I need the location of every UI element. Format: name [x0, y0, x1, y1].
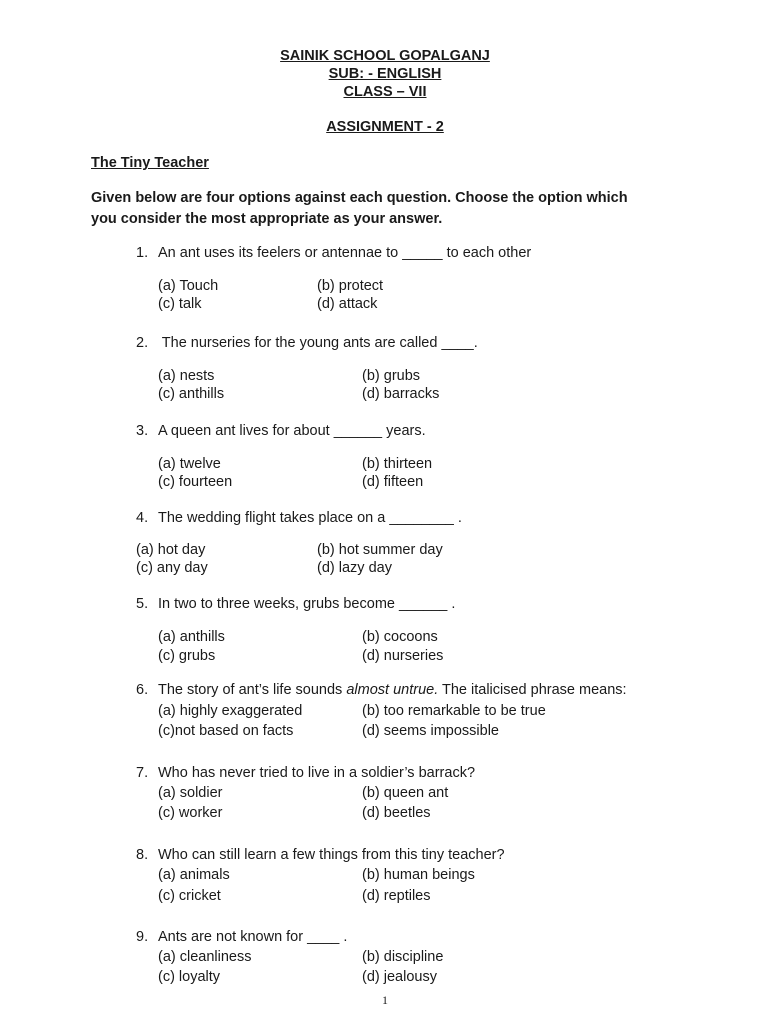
- question-number: 5.: [136, 596, 149, 612]
- question-7: [136, 765, 475, 781]
- question-number: 2.: [136, 335, 149, 351]
- q3-option-a: (a) twelve: [158, 456, 221, 472]
- q7-option-d: (d) beetles: [362, 805, 431, 821]
- question-text: The wedding flight takes place on a ________ .: [158, 510, 462, 526]
- q2-option-c: (c) anthills: [158, 386, 225, 402]
- question-number: 7.: [136, 765, 149, 781]
- q5-option-a: (a) anthills: [158, 629, 225, 645]
- question-number: 6.: [136, 682, 149, 698]
- q6-option-c: (c)not based on facts: [158, 723, 294, 739]
- q5-option-d: (d) nurseries: [362, 648, 444, 664]
- q5-option-b: (b) cocoons: [362, 629, 438, 645]
- school-name: SAINIK SCHOOL GOPALGANJ: [280, 48, 490, 64]
- assignment-title: ASSIGNMENT - 2: [326, 119, 444, 135]
- q8-option-c: (c) cricket: [158, 888, 221, 904]
- question-9: [136, 929, 347, 945]
- question-text: A queen ant lives for about ______ years.: [158, 423, 426, 439]
- q9-option-a: (a) cleanliness: [158, 949, 252, 965]
- instructions-line-1: Given below are four options against each question. Choose the option which: [91, 190, 628, 206]
- q3-option-b: (b) thirteen: [362, 456, 433, 472]
- page-number: 1: [382, 993, 388, 1007]
- q2-option-d: (d) barracks: [362, 386, 440, 402]
- question-4: [136, 510, 462, 526]
- question-1: [136, 245, 531, 261]
- section-title: The Tiny Teacher: [91, 155, 209, 171]
- question-text-start: The story of ant’s life sounds: [158, 682, 347, 698]
- q9-option-d: (d) jealousy: [362, 969, 437, 985]
- question-2: [136, 335, 478, 351]
- subject-line: SUB: - ENGLISH: [328, 66, 442, 82]
- q2-option-b: (b) grubs: [362, 368, 421, 384]
- q3-option-c: (c) fourteen: [158, 474, 233, 490]
- class-line: CLASS – VII: [343, 84, 427, 100]
- q7-option-a: (a) soldier: [158, 785, 223, 801]
- q7-option-c: (c) worker: [158, 805, 223, 821]
- question-text: Who can still learn a few things from this tiny teacher?: [158, 847, 505, 863]
- q8-option-b: (b) human beings: [362, 867, 475, 883]
- question-text-end: The italicised phrase means:: [438, 682, 627, 698]
- q4-option-c: (c) any day: [136, 560, 208, 576]
- q3-option-d: (d) fifteen: [362, 474, 424, 490]
- q8-option-a: (a) animals: [158, 867, 230, 883]
- q1-option-a: (a) Touch: [158, 278, 219, 294]
- question-6: [136, 682, 627, 698]
- question-number: 3.: [136, 423, 149, 439]
- question-text: The nurseries for the young ants are called ____.: [158, 335, 478, 351]
- question-5: [136, 596, 455, 612]
- q6-option-d: (d) seems impossible: [362, 723, 499, 739]
- q1-option-b: (b) protect: [317, 278, 384, 294]
- question-8: [136, 847, 505, 863]
- q5-option-c: (c) grubs: [158, 648, 216, 664]
- q4-option-d: (d) lazy day: [317, 560, 392, 576]
- instructions-line-2: you consider the most appropriate as your answer.: [91, 211, 443, 227]
- q9-option-b: (b) discipline: [362, 949, 444, 965]
- question-number: 9.: [136, 929, 149, 945]
- q1-option-d: (d) attack: [317, 296, 378, 312]
- question-number: 8.: [136, 847, 149, 863]
- question-text: An ant uses its feelers or antennae to _____ to each other: [158, 245, 532, 261]
- q8-option-d: (d) reptiles: [362, 888, 431, 904]
- q2-option-a: (a) nests: [158, 368, 215, 384]
- q9-option-c: (c) loyalty: [158, 969, 221, 985]
- question-number: 1.: [136, 245, 149, 261]
- q4-option-a: (a) hot day: [136, 542, 206, 558]
- question-text: Who has never tried to live in a soldier’s barrack?: [158, 765, 476, 781]
- question-number: 4.: [136, 510, 149, 526]
- question-3: [136, 423, 426, 439]
- question-text: Ants are not known for ____ .: [158, 929, 348, 945]
- q1-option-c: (c) talk: [158, 296, 202, 312]
- q7-option-b: (b) queen ant: [362, 785, 449, 801]
- q4-option-b: (b) hot summer day: [317, 542, 443, 558]
- italicised-phrase: almost untrue.: [346, 682, 439, 698]
- q6-option-b: (b) too remarkable to be true: [362, 703, 546, 719]
- q6-option-a: (a) highly exaggerated: [158, 703, 303, 719]
- question-text: In two to three weeks, grubs become ______ .: [158, 596, 456, 612]
